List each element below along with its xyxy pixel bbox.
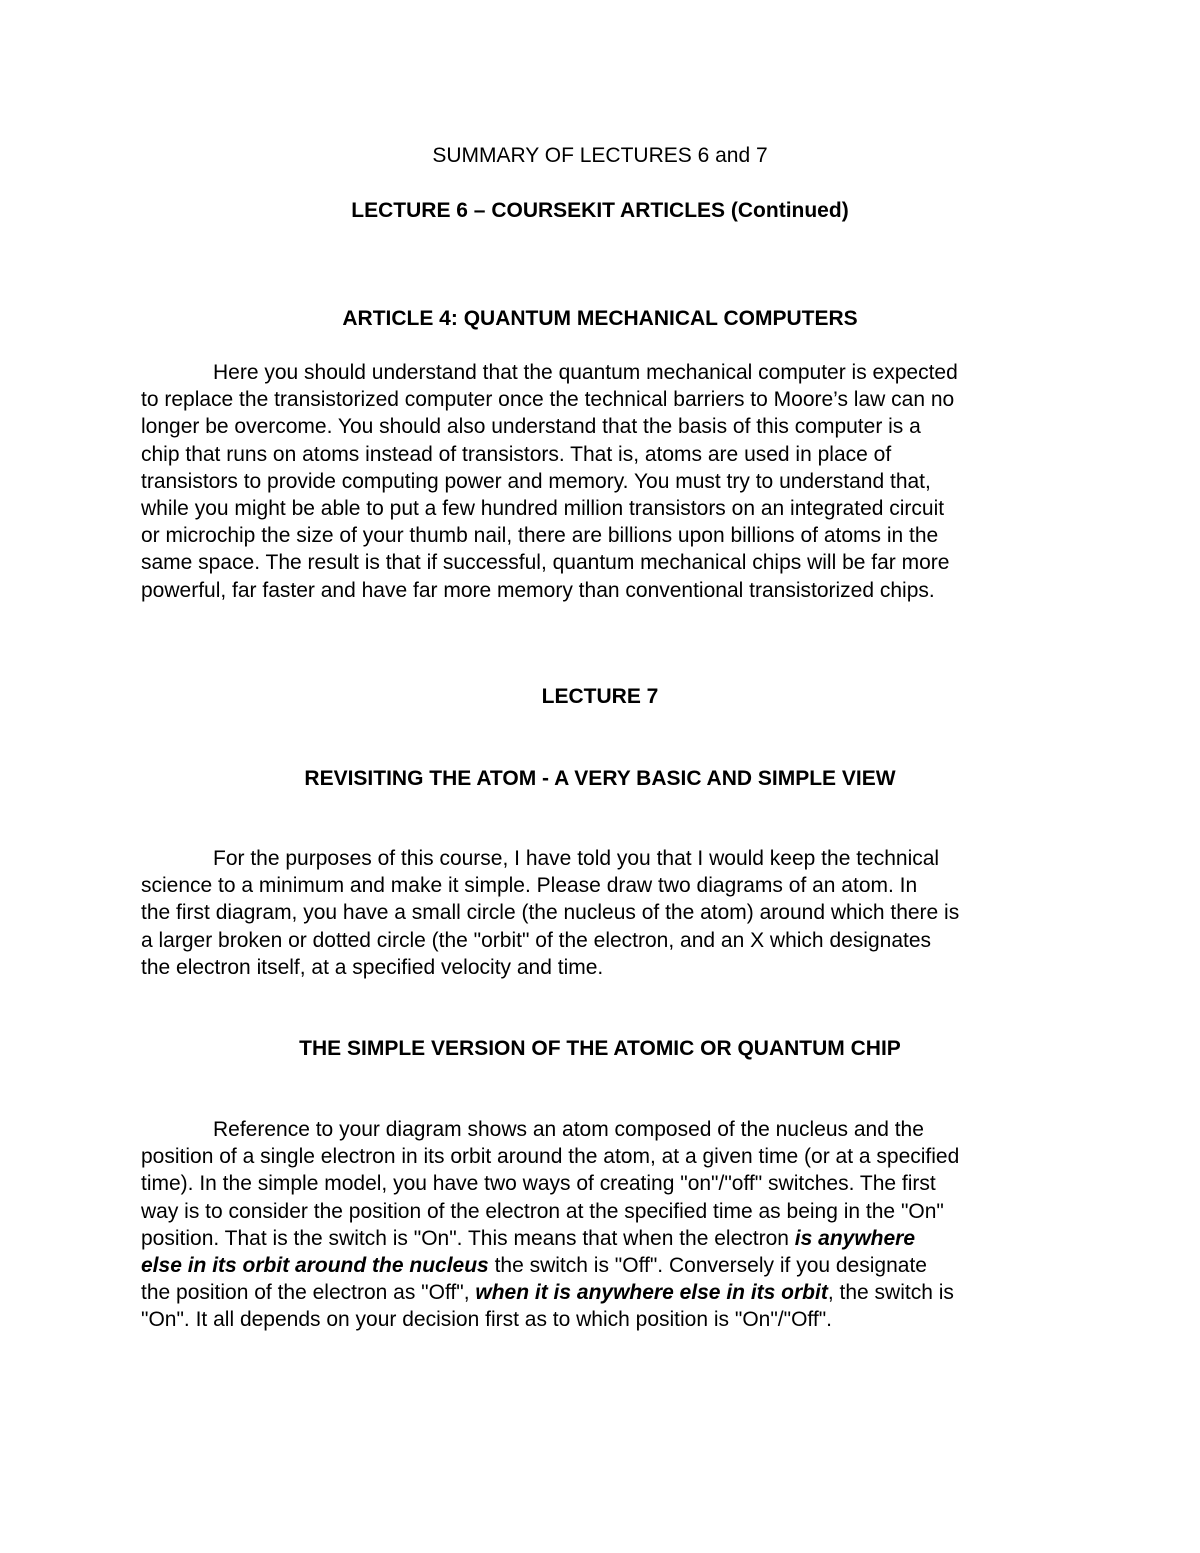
paragraph-line: Here you should understand that the quantum mechanical computer is expected	[213, 361, 958, 384]
paragraph-line: For the purposes of this course, I have told you that I would keep the technical	[213, 847, 940, 870]
paragraph-line: "On". It all depends on your decision first as to which position is "On"/"Off".	[141, 1308, 833, 1332]
paragraph-text: , the switch is	[827, 1281, 954, 1305]
chip-paragraph	[141, 1116, 1071, 1334]
paragraph-text: the position of the electron as "Off",	[141, 1281, 476, 1305]
paragraph-line: time). In the simple model, you have two ways of creating "on"/"off" switches. The first	[141, 1172, 936, 1196]
paragraph-line: way is to consider the position of the electron at the specified time as being in the "On"	[141, 1199, 944, 1223]
paragraph-line	[141, 1225, 1071, 1252]
chip-section-heading: THE SIMPLE VERSION OF THE ATOMIC OR QUANTUM CHIP	[299, 1037, 901, 1060]
emphasized-text: when it is anywhere else in its orbit	[475, 1281, 828, 1305]
paragraph-line: Reference to your diagram shows an atom composed of the nucleus and the	[213, 1118, 924, 1141]
atom-section-heading: REVISITING THE ATOM - A VERY BASIC AND SIMPLE VIEW	[304, 767, 896, 790]
paragraph-line: longer be overcome. You should also understand that the basis of this computer is a	[141, 415, 921, 439]
lecture-6-heading: LECTURE 6 – COURSEKIT ARTICLES (Continued)	[351, 199, 849, 222]
paragraph-line: transistors to provide computing power and memory. You must try to understand that,	[141, 469, 931, 493]
emphasized-text: else in its orbit around the nucleus	[141, 1254, 489, 1278]
document-title: SUMMARY OF LECTURES 6 and 7	[432, 144, 768, 167]
emphasized-text: is anywhere	[794, 1226, 916, 1250]
paragraph-line	[141, 1252, 1071, 1279]
atom-paragraph	[141, 845, 1071, 981]
paragraph-line: position of a single electron in its orbit around the atom, at a given time (or at a specified	[141, 1145, 960, 1169]
paragraph-line: science to a minimum and make it simple. Please draw two diagrams of an atom. In	[141, 874, 918, 898]
paragraph-line: to replace the transistorized computer once the technical barriers to Moore’s law can no	[141, 388, 955, 412]
paragraph-line: the electron itself, at a specified velocity and time.	[141, 955, 604, 979]
paragraph-text: the switch is "Off". Conversely if you designate	[488, 1254, 927, 1278]
paragraph-line: the first diagram, you have a small circle (the nucleus of the atom) around which there is	[141, 901, 960, 925]
paragraph-line: same space. The result is that if successful, quantum mechanical chips will be far more	[141, 551, 950, 575]
paragraph-line: powerful, far faster and have far more memory than conventional transistorized chips.	[141, 578, 935, 602]
paragraph-line: while you might be able to put a few hundred million transistors on an integrated circuit	[141, 497, 945, 521]
lecture-7-heading: LECTURE 7	[541, 685, 659, 708]
article-4-heading: ARTICLE 4: QUANTUM MECHANICAL COMPUTERS	[342, 307, 858, 330]
paragraph-line: chip that runs on atoms instead of transistors. That is, atoms are used in place of	[141, 442, 892, 466]
paragraph-line: a larger broken or dotted circle (the "orbit" of the electron, and an X which designates	[141, 928, 932, 952]
article-4-paragraph	[141, 359, 1071, 604]
paragraph-line	[141, 1279, 1071, 1306]
paragraph-line: or microchip the size of your thumb nail, there are billions upon billions of atoms in the	[141, 524, 939, 548]
paragraph-text: position. That is the switch is "On". This means that when the electron	[141, 1226, 795, 1250]
